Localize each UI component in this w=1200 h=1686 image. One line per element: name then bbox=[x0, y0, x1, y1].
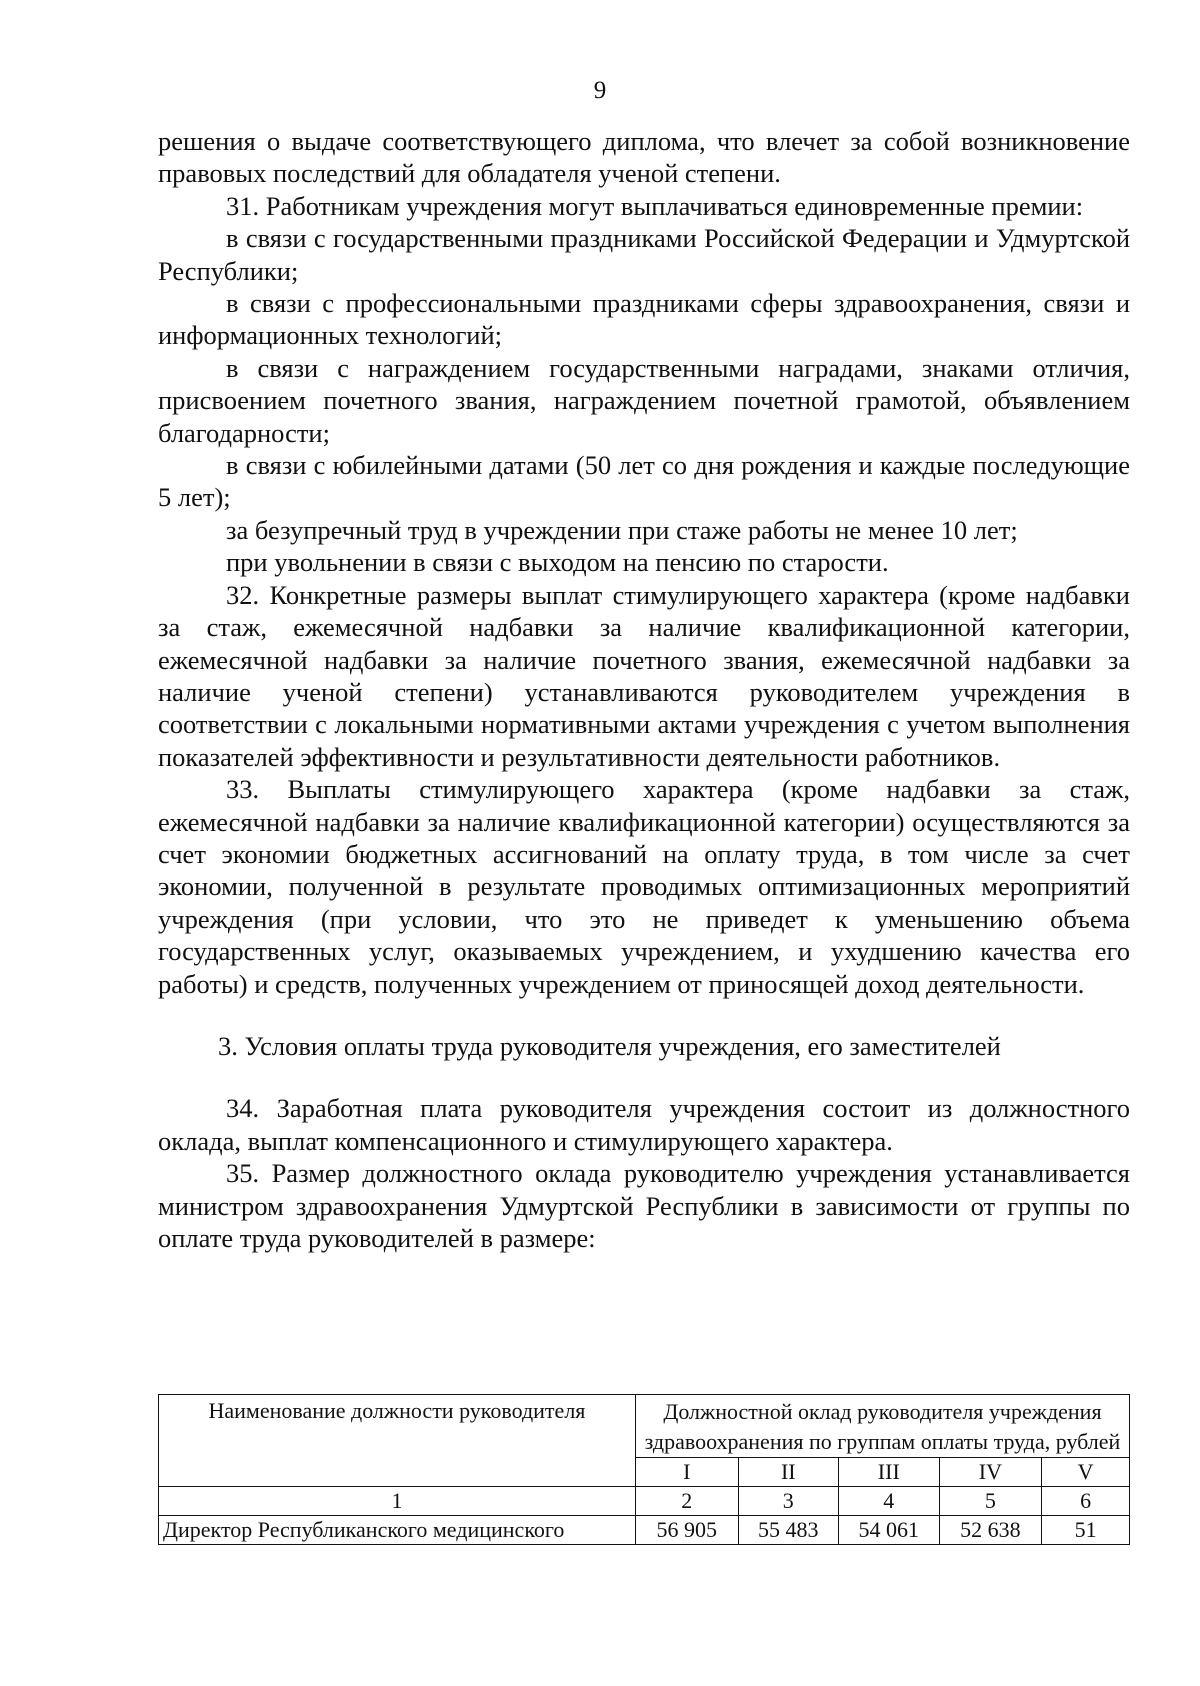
group-header-cell: III bbox=[839, 1458, 940, 1487]
table-row bbox=[159, 1516, 1130, 1545]
paragraph: 34. Заработная плата руководителя учреждения состоит из должностного оклада, выплат компенсационного и стимулирующего характера. bbox=[158, 1093, 1130, 1156]
paragraph: в связи с профессиональными праздниками сферы здравоохранения, связи и информационных технологий; bbox=[158, 288, 1130, 351]
paragraph: 32. Конкретные размеры выплат стимулирующего характера (кроме надбавки за стаж, ежемесячной надбавки за наличие квалификационной категории, ежемесячной надбавки за наличие почетного звания, ежемесячной надбавки за наличие ученой степени) устанавливаются руководителем учреждения в соответствии с локальными нормативными актами учреждения с учетом выполнения показателей эффективности и результативности деятельности работников. bbox=[158, 579, 1130, 772]
table-numbering-row bbox=[159, 1487, 1130, 1516]
document-body bbox=[158, 125, 1130, 1254]
page-number: 9 bbox=[593, 77, 607, 104]
row-position-name: Директор Республиканского медицинского bbox=[159, 1516, 636, 1545]
column-number-cell: 1 bbox=[159, 1487, 636, 1516]
salary-value-cell: 51 bbox=[1042, 1516, 1130, 1545]
salary-value-cell: 55 483 bbox=[738, 1516, 839, 1545]
paragraph: в связи с государственными праздниками Российской Федерации и Удмуртской Республики; bbox=[158, 223, 1130, 286]
paragraph: при увольнении в связи с выходом на пенсию по старости. bbox=[226, 547, 889, 578]
table-header-row bbox=[159, 1395, 1130, 1458]
section-heading: 3. Условия оплаты труда руководителя учреждения, его заместителей bbox=[218, 1030, 1001, 1061]
group-header-cell: V bbox=[1042, 1458, 1130, 1487]
column-number-cell: 6 bbox=[1042, 1487, 1130, 1516]
group-header-cell: I bbox=[635, 1458, 738, 1487]
paragraph: в связи с юбилейными датами (50 лет со дня рождения и каждые последующие 5 лет); bbox=[158, 450, 1130, 513]
salary-value-cell: 52 638 bbox=[939, 1516, 1042, 1545]
paragraph: 33. Выплаты стимулирующего характера (кроме надбавки за стаж, ежемесячной надбавки за наличие квалификационной категории) осуществляются за счет экономии бюджетных ассигнований на оплату труда, в том числе за счет экономии, полученной в результате проводимых оптимизационных мероприятий учреждения (при условии, что это не приведет к уменьшению объема государственных услуг, оказываемых учреждением, и ухудшению качества его работы) и средств, полученных учреждением от приносящей доход деятельности. bbox=[158, 774, 1130, 999]
salary-value-cell: 56 905 bbox=[635, 1516, 738, 1545]
column-number-cell: 2 bbox=[635, 1487, 738, 1516]
paragraph: 31. Работникам учреждения могут выплачиваться единовременные премии: bbox=[226, 190, 1084, 221]
column-number-cell: 5 bbox=[939, 1487, 1042, 1516]
group-header-cell: II bbox=[738, 1458, 839, 1487]
paragraph: 35. Размер должностного оклада руководителю учреждения устанавливается министром здравоохранения Удмуртской Республики в зависимости от группы по оплате труда руководителей в размере: bbox=[158, 1158, 1130, 1253]
paragraph: в связи с награждением государственными наградами, знаками отличия, присвоением почетного звания, награждением почетной грамотой, объявлением благодарности; bbox=[158, 352, 1130, 448]
paragraphs-before-heading bbox=[158, 125, 1130, 1000]
salary-value-cell: 54 061 bbox=[839, 1516, 940, 1545]
paragraph: решения о выдаче соответствующего диплома, что влечет за собой возникновение правовых последствий для обладателя ученой степени. bbox=[158, 126, 1130, 189]
paragraph: за безупречный труд в учреждении при стаже работы не менее 10 лет; bbox=[226, 514, 1018, 545]
table-body bbox=[159, 1516, 1130, 1545]
salary-table bbox=[158, 1394, 1130, 1545]
group-header-cell: IV bbox=[939, 1458, 1042, 1487]
paragraphs-after-heading bbox=[158, 1092, 1130, 1254]
column-number-cell: 4 bbox=[839, 1487, 940, 1516]
header-salary-by-group: Должностной оклад руководителя учреждения здравоохранения по группам оплаты труда, рублей bbox=[635, 1395, 1129, 1458]
header-position-name: Наименование должности руководителя bbox=[159, 1395, 636, 1487]
column-number-cell: 3 bbox=[738, 1487, 839, 1516]
